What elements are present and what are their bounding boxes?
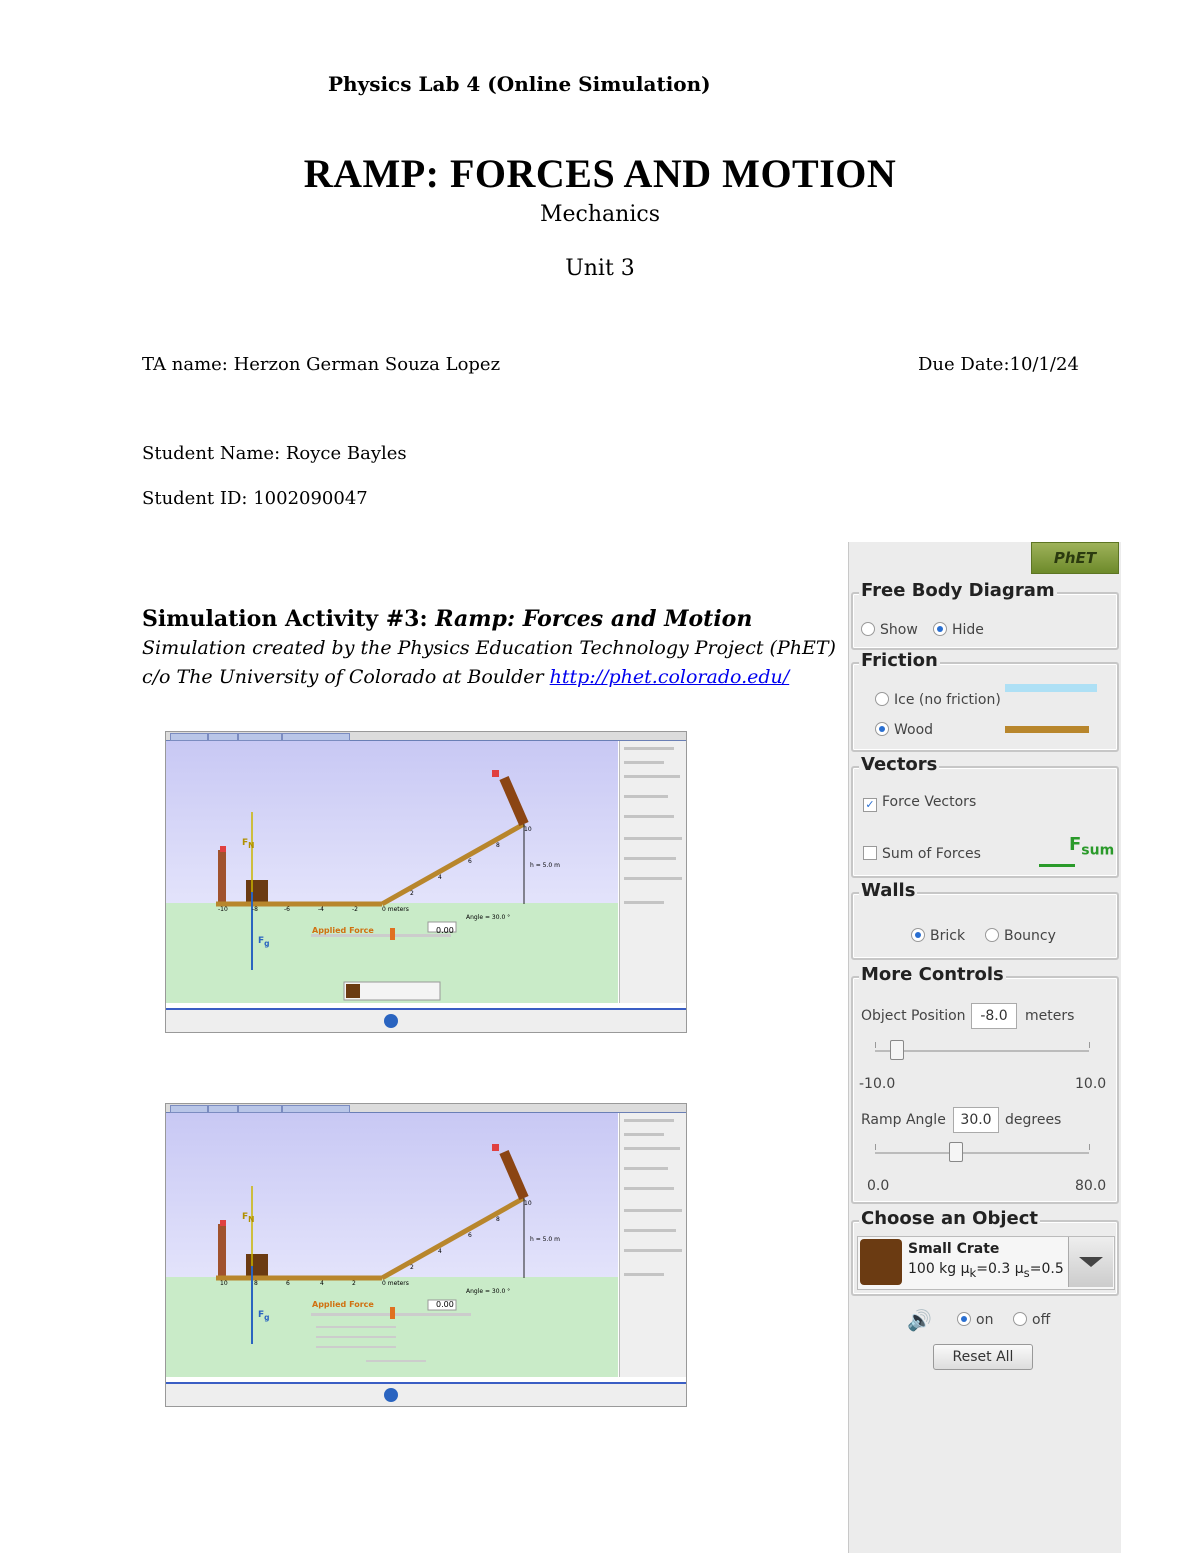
speaker-icon: 🔊 (907, 1308, 932, 1332)
shot2-control-panel (619, 1113, 686, 1377)
mini-row (624, 1229, 676, 1232)
fn-label: $F_N$ (242, 838, 255, 850)
activity-heading (142, 606, 752, 632)
object-position-field[interactable]: -8.0 (971, 1003, 1017, 1029)
fsum-label: $F_{sum}$ (1069, 834, 1115, 859)
position-tick: 10 (220, 1280, 228, 1287)
position-tick: -2 (352, 906, 358, 913)
radio-icon[interactable] (875, 692, 889, 706)
walls-brick-option[interactable]: Brick (911, 928, 965, 944)
radio-icon[interactable] (1013, 1312, 1027, 1326)
walls-title: Walls (861, 880, 916, 901)
slider-tick (1089, 1144, 1090, 1150)
mini-slider (316, 1336, 396, 1338)
free-body-diagram-group (851, 580, 1119, 650)
mini-row (624, 815, 674, 818)
friction-group (851, 650, 1119, 752)
height-readout: h = 5.0 m (530, 862, 560, 869)
mini-row (624, 747, 674, 750)
choose-object-group (851, 1208, 1119, 1296)
applied-force-label: Applied Force (312, 926, 374, 935)
student-name: Student Name: Royce Bayles (142, 443, 407, 464)
fbd-hide-option[interactable]: Hide (933, 622, 984, 638)
applied-force-thumb (390, 1307, 395, 1319)
position-tick: -4 (318, 906, 324, 913)
mini-row (624, 1249, 682, 1252)
vectors-group (851, 754, 1119, 878)
object-position-slider[interactable] (890, 1040, 904, 1060)
radio-icon[interactable] (985, 928, 999, 942)
position-tick: 8 (254, 1280, 258, 1287)
shot2-playback-bar (166, 1382, 686, 1406)
object-position-track (875, 1050, 1089, 1052)
slider-tick (1089, 1042, 1090, 1048)
position-max-label: 10.0 (1075, 1076, 1107, 1092)
ramp-tick: 10 (524, 826, 532, 833)
position-tick: 0 meters (382, 1280, 409, 1287)
position-tick: 2 (352, 1280, 356, 1287)
object-dropdown[interactable] (857, 1236, 1115, 1290)
wall-marker-icon (220, 846, 226, 852)
credit-line-2 (142, 666, 789, 688)
object-position-label: Object Position (861, 1008, 966, 1024)
phet-link[interactable]: http://phet.colorado.edu/ (549, 666, 790, 688)
ramp-angle-track (875, 1152, 1089, 1154)
lab-title: Physics Lab 4 (Online Simulation) (328, 72, 711, 96)
position-tick: 0 meters (382, 906, 409, 913)
unit-label: Unit 3 (565, 256, 635, 281)
radio-icon[interactable] (861, 622, 875, 636)
force-vectors-checkbox[interactable]: ✓ Force Vectors (863, 794, 976, 812)
main-title: RAMP: FORCES AND MOTION (303, 151, 897, 196)
wall-marker-icon (492, 770, 499, 777)
angle-max-label: 80.0 (1075, 1178, 1107, 1194)
subtitle: Mechanics (540, 202, 660, 227)
brick-wall (218, 1224, 226, 1276)
fg-label: $F_g$ (258, 1310, 270, 1322)
ramp-incline (382, 1198, 524, 1278)
friction-ice-option[interactable]: Ice (no friction) (875, 692, 1001, 708)
applied-force-value: 0.00 (436, 926, 454, 935)
simulation-screenshot-1 (165, 731, 687, 1033)
mini-row (624, 1273, 664, 1276)
credit-line-2-prefix: c/o The University of Colorado at Boulder (142, 666, 550, 688)
sound-off-option[interactable]: off (1013, 1312, 1050, 1328)
ramp-angle-label: Ramp Angle (861, 1112, 946, 1128)
more-controls-title: More Controls (861, 964, 1004, 985)
wall-marker-icon (220, 1220, 226, 1226)
ramp-tick: 2 (410, 1264, 414, 1271)
crate-mini-icon (346, 984, 360, 998)
slider-tick (875, 1042, 876, 1048)
friction-wood-option[interactable]: Wood (875, 722, 933, 738)
pause-icon (384, 1388, 398, 1402)
mini-row (624, 837, 682, 840)
mini-row (624, 1147, 680, 1150)
crate-icon (246, 1254, 268, 1276)
ramp-angle-unit: degrees (1005, 1112, 1062, 1128)
position-tick: 4 (320, 1280, 324, 1287)
ramp-tick: 2 (410, 890, 414, 897)
angle-readout: Angle = 30.0 ° (466, 1288, 511, 1295)
phet-control-panel (848, 542, 1121, 1553)
fsum-arrow-icon (1039, 864, 1075, 867)
shot1-control-panel (619, 741, 686, 1003)
checkbox-icon[interactable] (863, 846, 877, 860)
ramp-angle-field[interactable]: 30.0 (953, 1107, 999, 1133)
ramp-tick: 8 (496, 842, 500, 849)
mini-row (624, 857, 676, 860)
wall-marker-icon (492, 1144, 499, 1151)
mini-row (624, 1119, 674, 1122)
radio-selected-icon[interactable] (875, 722, 889, 736)
sum-of-forces-checkbox[interactable]: Sum of Forces (863, 846, 981, 862)
radio-selected-icon[interactable] (911, 928, 925, 942)
simulation-screenshot-2 (165, 1103, 687, 1407)
ramp-tick: 8 (496, 1216, 500, 1223)
friction-title: Friction (861, 650, 938, 671)
chevron-down-icon (1079, 1257, 1103, 1267)
mini-slider (316, 1326, 396, 1328)
ice-swatch (1005, 684, 1097, 692)
crate-icon (246, 880, 268, 902)
brick-wall (218, 850, 226, 902)
reset-all-button[interactable]: Reset All (933, 1344, 1033, 1370)
mini-row (624, 761, 664, 764)
applied-force-thumb (390, 928, 395, 940)
due-date: Due Date:10/1/24 (918, 354, 1079, 375)
angle-readout: Angle = 30.0 ° (466, 914, 511, 921)
radio-selected-icon[interactable] (933, 622, 947, 636)
ramp-tick: 6 (468, 1232, 472, 1239)
fg-label: $F_g$ (258, 936, 270, 948)
fbd-show-option[interactable]: Show (861, 622, 918, 638)
position-tick: -6 (284, 906, 290, 913)
ramp-tick: 4 (438, 874, 442, 881)
mini-row (624, 775, 680, 778)
checkbox-checked-icon[interactable]: ✓ (863, 798, 877, 812)
sound-on-option[interactable]: on (957, 1312, 993, 1328)
ramp-tick: 6 (468, 858, 472, 865)
brick-wall-ramp (504, 1152, 524, 1198)
object-name: Small Crate (908, 1241, 1000, 1257)
activity-heading-prefix: Simulation Activity #3: (142, 606, 436, 632)
ramp-incline (382, 824, 524, 904)
choose-object-title: Choose an Object (861, 1208, 1039, 1229)
mini-row (624, 1167, 668, 1170)
pause-icon (384, 1014, 398, 1028)
applied-force-label: Applied Force (312, 1300, 374, 1309)
brick-wall-ramp (504, 778, 524, 824)
angle-min-label: 0.0 (867, 1178, 890, 1194)
walls-bouncy-option[interactable]: Bouncy (985, 928, 1056, 944)
walls-group (851, 880, 1119, 960)
position-tick: 6 (286, 1280, 290, 1287)
small-crate-icon (860, 1239, 902, 1285)
radio-selected-icon[interactable] (957, 1312, 971, 1326)
position-min-label: -10.0 (859, 1076, 896, 1092)
mini-row (624, 795, 668, 798)
ramp-tick: 4 (438, 1248, 442, 1255)
mini-row (624, 877, 682, 880)
ramp-tick: 10 (524, 1200, 532, 1207)
position-tick: -10 (218, 906, 228, 913)
fn-label: $F_N$ (242, 1212, 255, 1224)
position-tick: -8 (252, 906, 258, 913)
object-position-unit: meters (1025, 1008, 1075, 1024)
mini-row (624, 1187, 674, 1190)
student-id: Student ID: 1002090047 (142, 488, 368, 509)
phet-logo: PhET (1031, 542, 1119, 574)
height-readout: h = 5.0 m (530, 1236, 560, 1243)
mini-row (624, 1133, 664, 1136)
slider-tick (875, 1144, 876, 1150)
vectors-title: Vectors (861, 754, 938, 775)
mini-row (624, 901, 664, 904)
activity-heading-title: Ramp: Forces and Motion (435, 606, 753, 632)
mini-slider (366, 1360, 426, 1362)
ta-name: TA name: Herzon German Souza Lopez (142, 354, 501, 375)
more-controls-group (851, 964, 1119, 1204)
credit-line-1: Simulation created by the Physics Education Technology Project (PhET) (142, 637, 836, 659)
mini-slider (316, 1346, 396, 1348)
shot1-playback-bar (166, 1008, 686, 1032)
free-body-diagram-title: Free Body Diagram (861, 580, 1055, 601)
mini-row (624, 1209, 682, 1212)
ramp-angle-slider[interactable] (949, 1142, 963, 1162)
dropdown-button[interactable] (1068, 1237, 1113, 1287)
object-specs: 100 kg $\mu_k=0.3$ $\mu_s=0.5$ (908, 1261, 1064, 1280)
wood-swatch (1005, 726, 1089, 733)
applied-force-value: 0.00 (436, 1300, 454, 1309)
